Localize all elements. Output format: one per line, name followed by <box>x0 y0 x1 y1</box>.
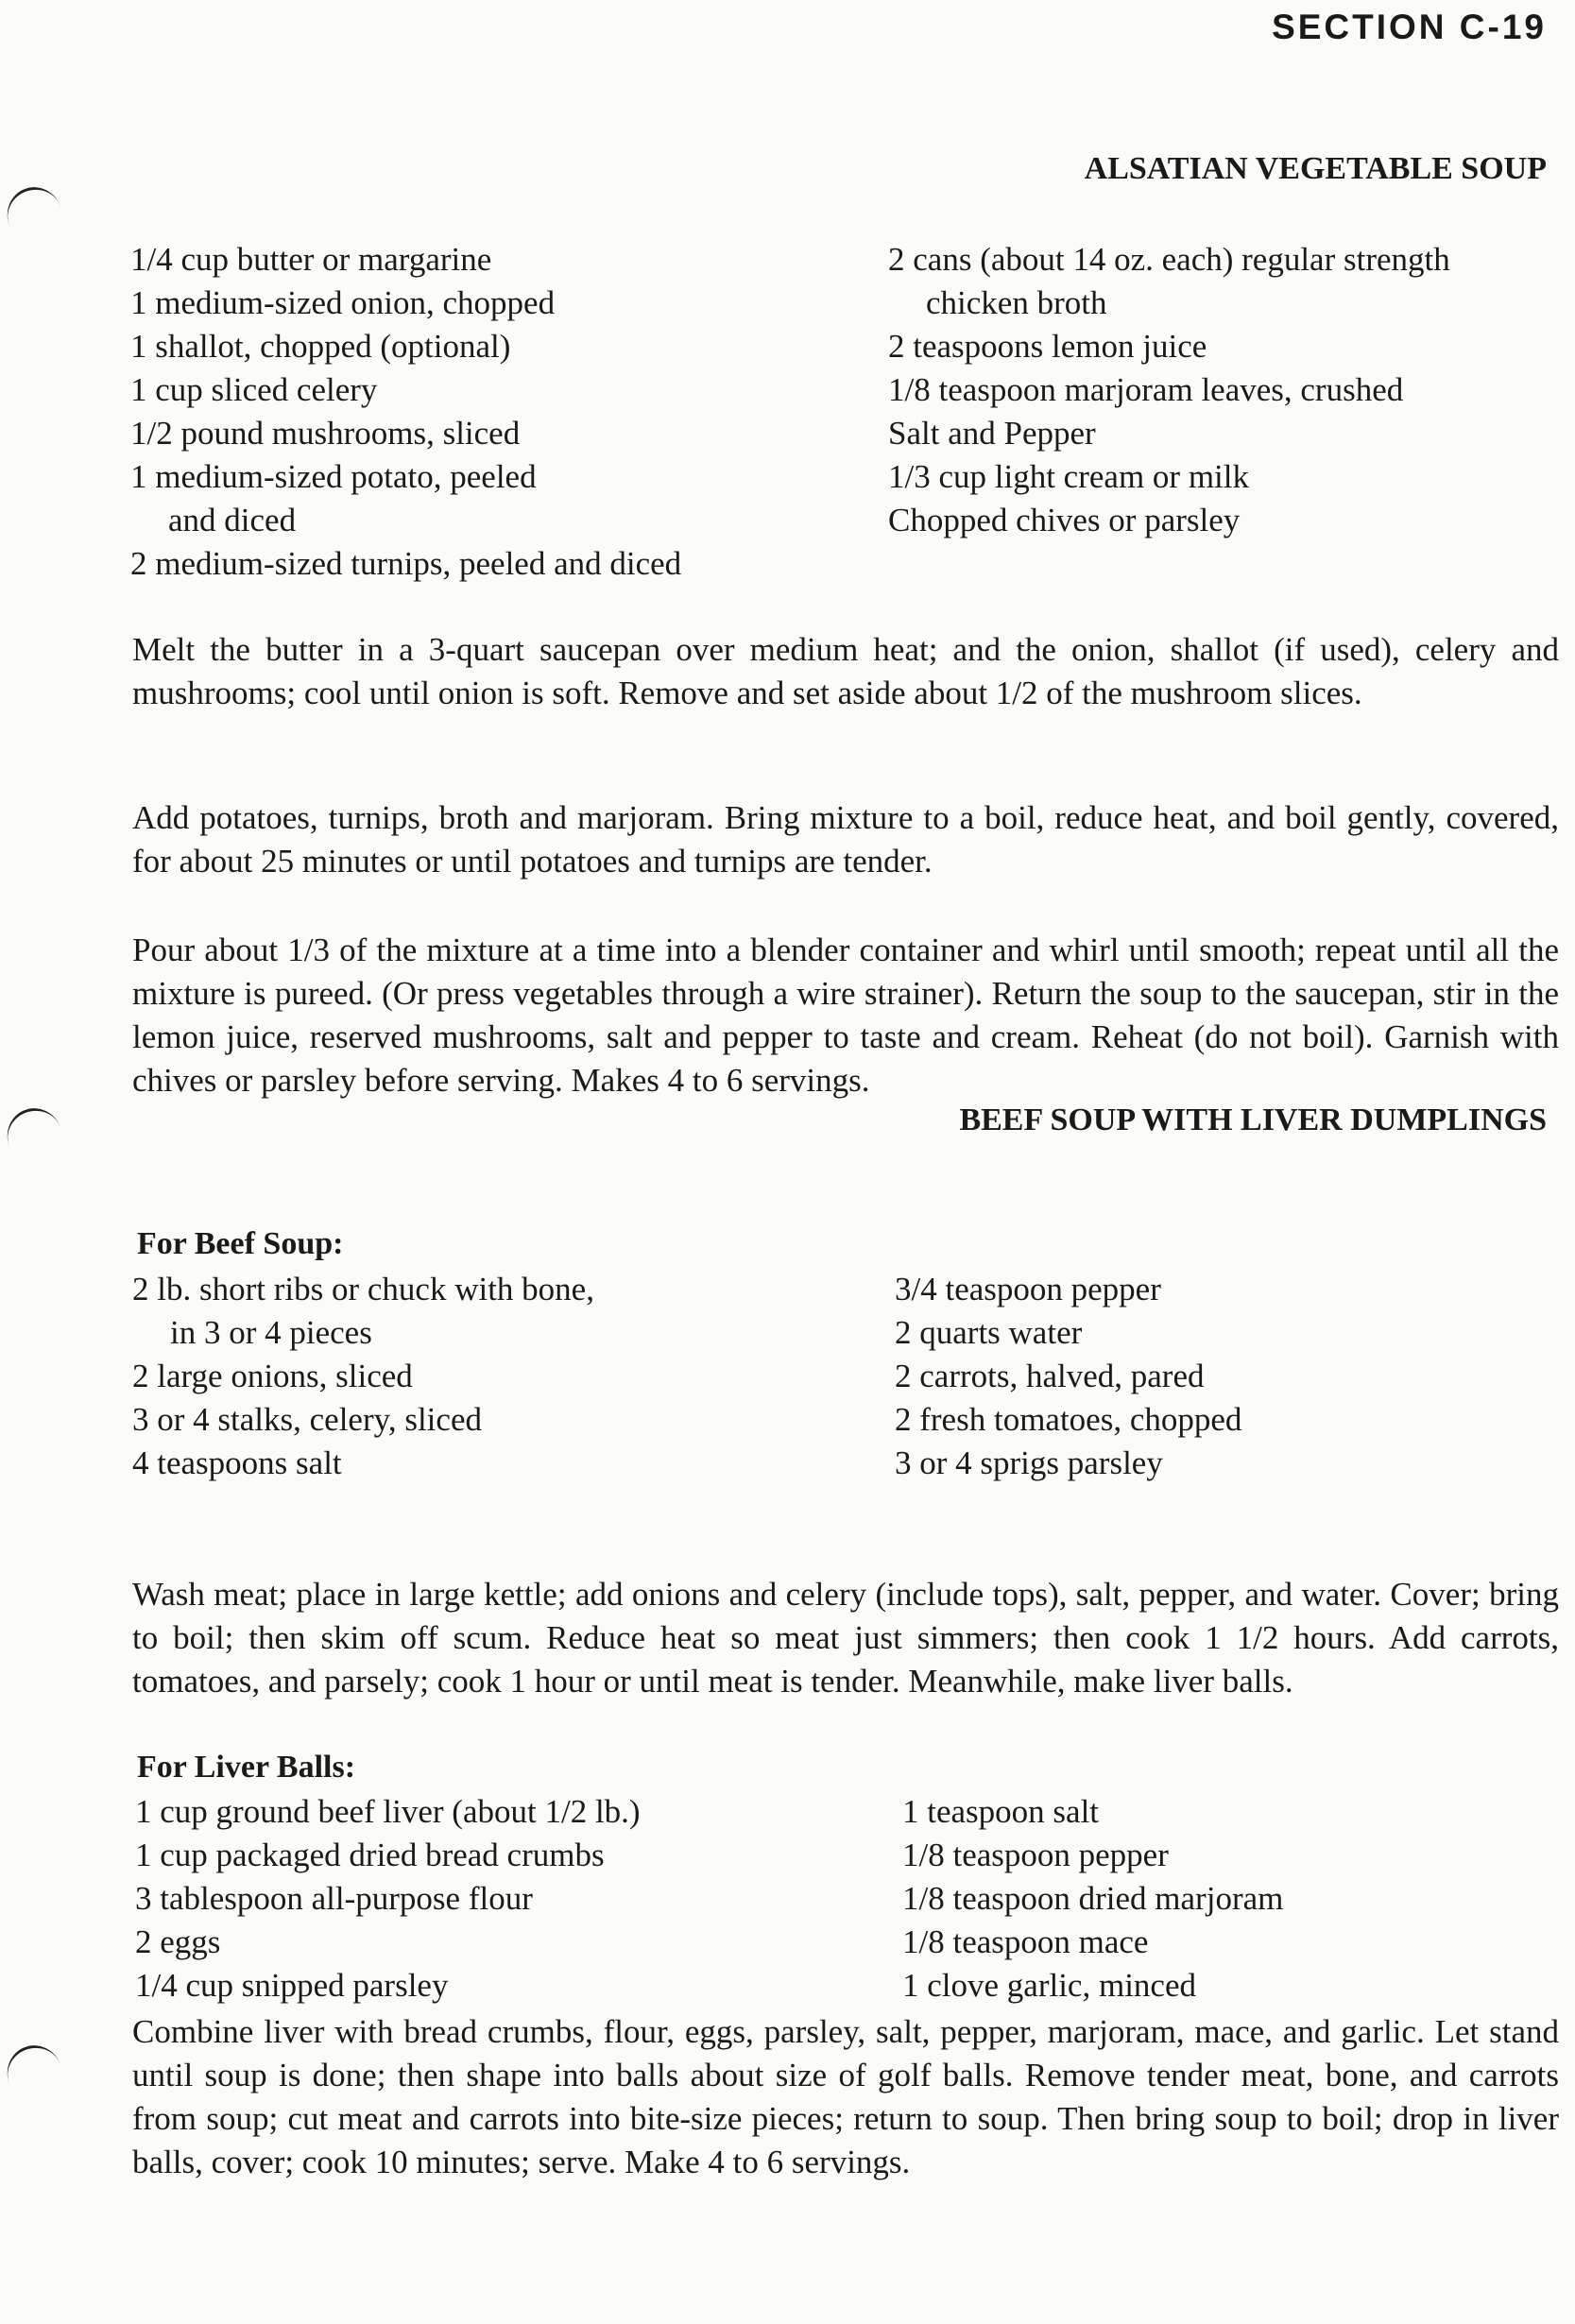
recipe-title: BEEF SOUP WITH LIVER DUMPLINGS <box>959 1102 1547 1137</box>
binder-ring-hole <box>0 179 71 252</box>
ingredient-item: 1 medium-sized potato, peeled <box>130 458 537 495</box>
directions-paragraph: Pour about 1/3 of the mixture at a time into a blender container and whirl until smooth; repeat until all the mixture is pureed. (Or press vegetables through a wire strainer). Return the soup to the saucepan, stir in the lemon juice, reserved mushrooms, salt and pepper to taste and cream. Reheat (do not boil). Garnish with chives or parsley before serving. Makes 4 to 6 servings. <box>132 931 1559 1099</box>
ingredient-item: 2 carrots, halved, pared <box>895 1358 1205 1394</box>
ingredient-item: Salt and Pepper <box>888 415 1096 452</box>
ingredient-item: 1 cup packaged dried bread crumbs <box>135 1837 605 1873</box>
ingredient-item: 1/4 cup snipped parsley <box>135 1967 449 2004</box>
recipe-title: ALSATIAN VEGETABLE SOUP <box>1084 151 1547 186</box>
ingredient-item: 2 teaspoons lemon juice <box>888 328 1207 365</box>
ingredient-item: 2 quarts water <box>895 1314 1083 1351</box>
ingredient-item: 2 large onions, sliced <box>132 1358 413 1394</box>
ingredient-list-right <box>888 238 1450 542</box>
ingredient-item: 3 or 4 sprigs parsley <box>895 1444 1163 1481</box>
ingredient-item: chicken broth <box>926 284 1107 321</box>
ingredient-list-left <box>135 1790 641 2008</box>
ingredient-item: 1 shallot, chopped (optional) <box>130 328 511 365</box>
ingredient-item: 1 teaspoon salt <box>902 1793 1100 1830</box>
ingredient-item: 2 cans (about 14 oz. each) regular strength <box>888 241 1450 278</box>
ingredient-list-right <box>902 1790 1283 2008</box>
binder-ring-hole <box>0 2038 71 2110</box>
subsection-heading: For Liver Balls: <box>137 1750 356 1785</box>
ingredient-item: 4 teaspoons salt <box>132 1444 342 1481</box>
ingredient-list-left <box>130 238 681 586</box>
ingredient-item: 2 fresh tomatoes, chopped <box>895 1401 1242 1438</box>
ingredient-item: Chopped chives or parsley <box>888 502 1241 538</box>
directions-paragraph: Melt the butter in a 3-quart saucepan over medium heat; and the onion, shallot (if used), celery and mushrooms; cool until onion is soft. Remove and set aside about 1/2 of the mushroom slices. <box>132 631 1559 711</box>
ingredient-item: 1/8 teaspoon pepper <box>902 1837 1169 1873</box>
ingredient-item: 1/2 pound mushrooms, sliced <box>130 415 521 452</box>
directions-paragraph: Wash meat; place in large kettle; add onions and celery (include tops), salt, pepper, and water. Cover; bring to boil; then skim off scum. Reduce heat so meat just simmers; then cook 1 1/2 hours. Add carrots, tomatoes, and parsely; cook 1 hour or until meat is tender. Meanwhile, make liver balls. <box>132 1576 1559 1700</box>
ingredient-item: 3/4 teaspoon pepper <box>895 1271 1161 1307</box>
ingredient-item: 1 medium-sized onion, chopped <box>130 284 556 321</box>
ingredient-item: 3 tablespoon all-purpose flour <box>135 1880 533 1917</box>
binder-ring-hole <box>0 1101 71 1173</box>
ingredient-item: 3 or 4 stalks, celery, sliced <box>132 1401 482 1438</box>
ingredient-item: 2 lb. short ribs or chuck with bone, <box>132 1271 594 1307</box>
ingredient-item: 1/3 cup light cream or milk <box>888 458 1249 495</box>
ingredient-item: 1 cup sliced celery <box>130 371 378 408</box>
ingredient-list-right <box>895 1268 1241 1485</box>
section-header: SECTION C-19 <box>1272 8 1547 46</box>
ingredient-item: 2 eggs <box>135 1923 221 1960</box>
ingredient-item: 2 medium-sized turnips, peeled and diced <box>130 545 682 582</box>
ingredient-item: 1/8 teaspoon marjoram leaves, crushed <box>888 371 1404 408</box>
ingredient-item: 1 clove garlic, minced <box>902 1967 1196 2004</box>
ingredient-item: 1/4 cup butter or margarine <box>130 241 492 278</box>
ingredient-item: in 3 or 4 pieces <box>170 1314 372 1351</box>
directions-paragraph: Combine liver with bread crumbs, flour, eggs, parsley, salt, pepper, marjoram, mace, and garlic. Let stand until soup is done; then shape into balls about size of golf balls. Remove tender meat, bone, and carrots from soup; cut meat and carrots into bite-size pieces; return to soup. Then bring soup to boil; drop in liver balls, cover; cook 10 minutes; serve. Make 4 to 6 servings. <box>132 2013 1559 2180</box>
directions-paragraph: Add potatoes, turnips, broth and marjoram. Bring mixture to a boil, reduce heat, and boil gently, covered, for about 25 minutes or until potatoes and turnips are tender. <box>132 799 1559 880</box>
ingredient-item: 1 cup ground beef liver (about 1/2 lb.) <box>135 1793 641 1830</box>
subsection-heading: For Beef Soup: <box>137 1226 344 1261</box>
ingredient-item: 1/8 teaspoon dried marjoram <box>902 1880 1284 1917</box>
ingredient-item: and diced <box>168 502 297 538</box>
ingredient-list-left <box>132 1268 594 1485</box>
ingredient-item: 1/8 teaspoon mace <box>902 1923 1149 1960</box>
